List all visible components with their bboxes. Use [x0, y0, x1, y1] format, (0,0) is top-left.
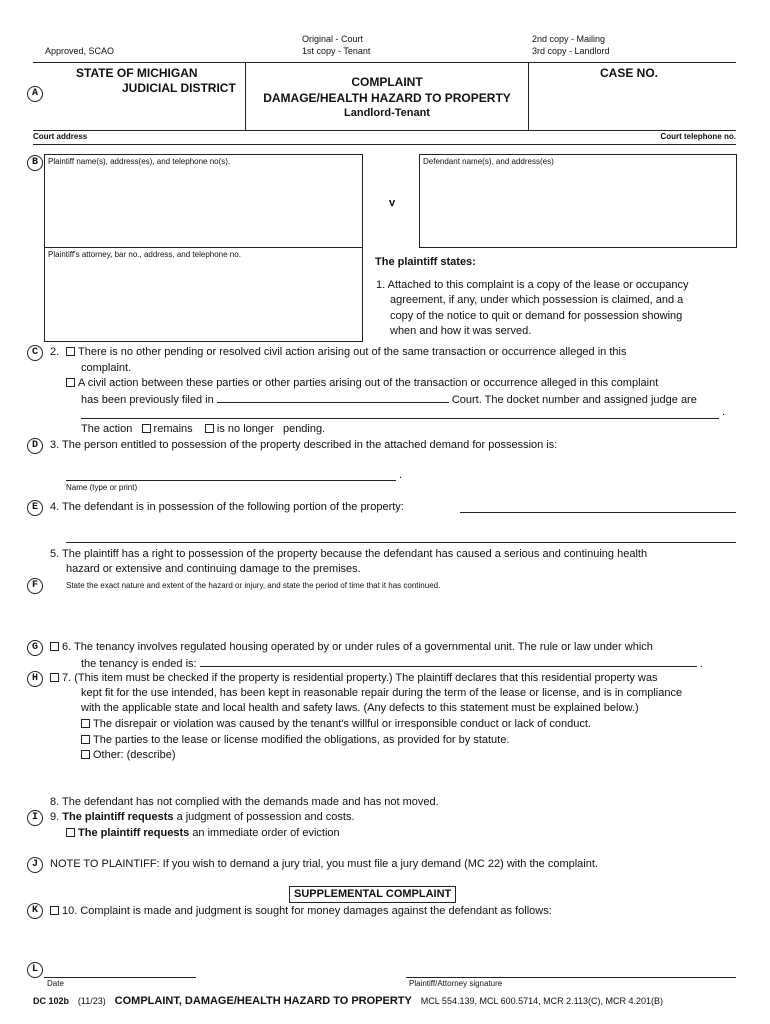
copy-second: 2nd copy - Mailing — [532, 34, 606, 44]
date-field[interactable] — [44, 977, 196, 978]
stmt2-option-b-checkbox[interactable] — [66, 378, 75, 387]
marker-j: J — [27, 857, 43, 873]
stmt8-text: 8. The defendant has not complied with the demands made and has not moved. — [50, 796, 439, 808]
rule-law-field[interactable] — [200, 656, 697, 667]
header-divider-left — [245, 62, 246, 130]
stmt2-filed-prefix: has been previously filed in — [81, 394, 214, 406]
property-portion-field[interactable] — [460, 512, 736, 513]
stmt10-text: 10. Complaint is made and judgment is sought for money damages against the defendant as follows: — [62, 905, 552, 917]
stmt7-line1 — [50, 672, 658, 684]
stmt10-checkbox[interactable] — [50, 906, 59, 915]
case-number-label: CASE NO. — [600, 66, 659, 80]
stmt1-line3: copy of the notice to quit or demand for possession showing — [390, 310, 683, 322]
form-title-line2: DAMAGE/HEALTH HAZARD TO PROPERTY — [263, 91, 511, 105]
marker-c: C — [27, 345, 43, 361]
stmt2-filed-suffix: Court. The docket number and assigned judge are — [451, 394, 697, 406]
plaintiff-box[interactable] — [44, 154, 363, 248]
approval-notice: Approved, SCAO — [45, 46, 115, 56]
stmt7-option3-checkbox[interactable] — [81, 750, 90, 759]
copy-first: 1st copy - Tenant — [302, 46, 371, 56]
stmt6-checkbox[interactable] — [50, 642, 59, 651]
stmt3-period: . — [399, 469, 403, 481]
court-address-label: Court address — [33, 132, 88, 141]
stmt1-line1: 1. Attached to this complaint is a copy of the lease or occupancy — [376, 279, 689, 291]
stmt2-option-a — [66, 346, 626, 358]
eviction-checkbox[interactable] — [66, 828, 75, 837]
name-type-print-label: Name (type or print) — [66, 483, 138, 492]
stmt9-bold: The plaintiff requests — [62, 811, 174, 823]
stmt7-option1-checkbox[interactable] — [81, 719, 90, 728]
stmt9-line — [50, 811, 355, 823]
pending-label: pending. — [282, 423, 326, 435]
jury-note: NOTE TO PLAINTIFF: If you wish to demand a jury trial, you must file a jury demand (MC 22) with the complaint. — [50, 858, 598, 870]
attorney-box[interactable] — [44, 247, 363, 342]
stmt1-line2: agreement, if any, under which possession is claimed, and a — [390, 294, 684, 306]
copy-third: 3rd copy - Landlord — [532, 46, 610, 56]
stmt2-option-b — [66, 377, 658, 389]
stmt7-option1 — [81, 718, 591, 730]
docket-judge-field[interactable] — [81, 418, 719, 419]
stmt2-filed-line — [81, 392, 697, 406]
form-title-line3: Landlord-Tenant — [344, 107, 430, 119]
property-portion-field-line2[interactable] — [66, 542, 736, 543]
stmt9-text: a judgment of possession and costs. — [176, 811, 355, 823]
remains-checkbox[interactable] — [142, 424, 151, 433]
signature-label: Plaintiff/Attorney signature — [409, 979, 503, 988]
remains-label: remains — [153, 423, 193, 435]
signature-field[interactable] — [406, 977, 736, 978]
court-name-field[interactable] — [217, 392, 449, 403]
stmt2-option-b-text: A civil action between these parties or other parties arising out of the transaction or occurrence alleged in this complaint — [78, 377, 659, 389]
stmt6-text: 6. The tenancy involves regulated housing operated by or under rules of a governmental unit. The rule or law under which — [62, 641, 653, 653]
attorney-label: Plaintiff's attorney, bar no., address, and telephone no. — [48, 250, 241, 259]
stmt6-line2 — [81, 656, 703, 670]
court-rule — [33, 144, 736, 145]
no-longer-label: is no longer — [216, 423, 274, 435]
marker-h: H — [27, 671, 43, 687]
footer-form-title: COMPLAINT, DAMAGE/HEALTH HAZARD TO PROPERTY — [114, 995, 412, 1007]
docket-period: . — [722, 406, 726, 418]
stmt7-line3: with the applicable state and local health and safety laws. (Any defects to this statement must be explained below.) — [81, 702, 639, 714]
stmt7-option1-text: The disrepair or violation was caused by the tenant's willful or irresponsible conduct or lack of conduct. — [93, 718, 591, 730]
marker-e: E — [27, 500, 43, 516]
footer-citations: MCL 554.139, MCL 600.5714, MCR 2.113(C), MCR 4.201(B) — [420, 996, 664, 1006]
stmt7-option2-checkbox[interactable] — [81, 735, 90, 744]
versus-label: v — [389, 197, 396, 209]
stmt5-line1: 5. The plaintiff has a right to possession of the property because the defendant has caused a serious and continuing health — [50, 548, 648, 560]
stmt10-line — [50, 905, 552, 917]
action-status-line — [81, 423, 325, 435]
marker-d: D — [27, 438, 43, 454]
stmt9-number: 9. — [50, 811, 60, 823]
stmt6-period: . — [699, 658, 703, 670]
marker-g: G — [27, 640, 43, 656]
marker-l: L — [27, 962, 43, 978]
plaintiff-label: Plaintiff name(s), address(es), and telephone no(s). — [48, 157, 231, 166]
stmt7-checkbox[interactable] — [50, 673, 59, 682]
stmt7-text: 7. (This item must be checked if the property is residential property.) The plaintiff declares that this residential property was — [62, 672, 658, 684]
form-title-line1: COMPLAINT — [351, 75, 423, 89]
stmt9b-text: an immediate order of eviction — [192, 827, 340, 839]
copy-original: Original - Court — [302, 34, 364, 44]
marker-f: F — [27, 578, 43, 594]
marker-i: I — [27, 810, 43, 826]
marker-a: A — [27, 86, 43, 102]
stmt6-rule-label: the tenancy is ended is: — [81, 658, 197, 670]
stmt2-option-a-checkbox[interactable] — [66, 347, 75, 356]
stmt5-instruction: State the exact nature and extent of the hazard or injury, and state the period of time that it has continued. — [66, 581, 441, 590]
form-footer — [33, 991, 663, 1009]
stmt6-line1 — [50, 641, 653, 653]
court-phone-label: Court telephone no. — [660, 132, 736, 141]
stmt3-text: 3. The person entitled to possession of the property described in the attached demand for possession is: — [50, 439, 558, 451]
stmt7-option2 — [81, 734, 509, 746]
stmt9b-bold: The plaintiff requests — [78, 827, 190, 839]
header-bottom-rule — [33, 130, 736, 131]
marker-b: B — [27, 155, 43, 171]
stmt2-option-a-text: There is no other pending or resolved civil action arising out of the same transaction or occurrence alleged in this — [78, 346, 627, 358]
no-longer-checkbox[interactable] — [205, 424, 214, 433]
defendant-box[interactable] — [419, 154, 737, 248]
entitled-person-name-field[interactable] — [66, 480, 396, 481]
state-label: STATE OF MICHIGAN — [76, 66, 198, 80]
stmt1-line4: when and how it was served. — [390, 325, 532, 337]
stmt2-option-a-text-line2: complaint. — [81, 362, 132, 374]
defendant-label: Defendant name(s), and address(es) — [423, 157, 554, 166]
supplemental-complaint-heading: SUPPLEMENTAL COMPLAINT — [289, 886, 456, 903]
stmt7-option3 — [81, 749, 176, 761]
action-label: The action — [81, 423, 133, 435]
form-revision: (11/23) — [77, 996, 106, 1006]
stmt7-option3-text: Other: (describe) — [93, 749, 176, 761]
header-divider-right — [528, 62, 529, 130]
form-id: DC 102b — [33, 996, 70, 1006]
stmt5-line2: hazard or extensive and continuing damage to the premises. — [66, 563, 361, 575]
district-label: JUDICIAL DISTRICT — [122, 81, 236, 95]
plaintiff-states-heading: The plaintiff states: — [375, 256, 476, 268]
stmt7-line2: kept fit for the use intended, has been kept in reasonable repair during the term of the lease or license, and is in compliance — [81, 687, 683, 699]
stmt2-number: 2. — [50, 346, 60, 358]
stmt4-text: 4. The defendant is in possession of the following portion of the property: — [50, 501, 404, 513]
stmt9b-line — [66, 827, 340, 839]
stmt7-option2-text: The parties to the lease or license modified the obligations, as provided for by statute. — [93, 734, 510, 746]
date-label: Date — [47, 979, 64, 988]
marker-k: K — [27, 903, 43, 919]
header-top-rule — [33, 62, 736, 63]
